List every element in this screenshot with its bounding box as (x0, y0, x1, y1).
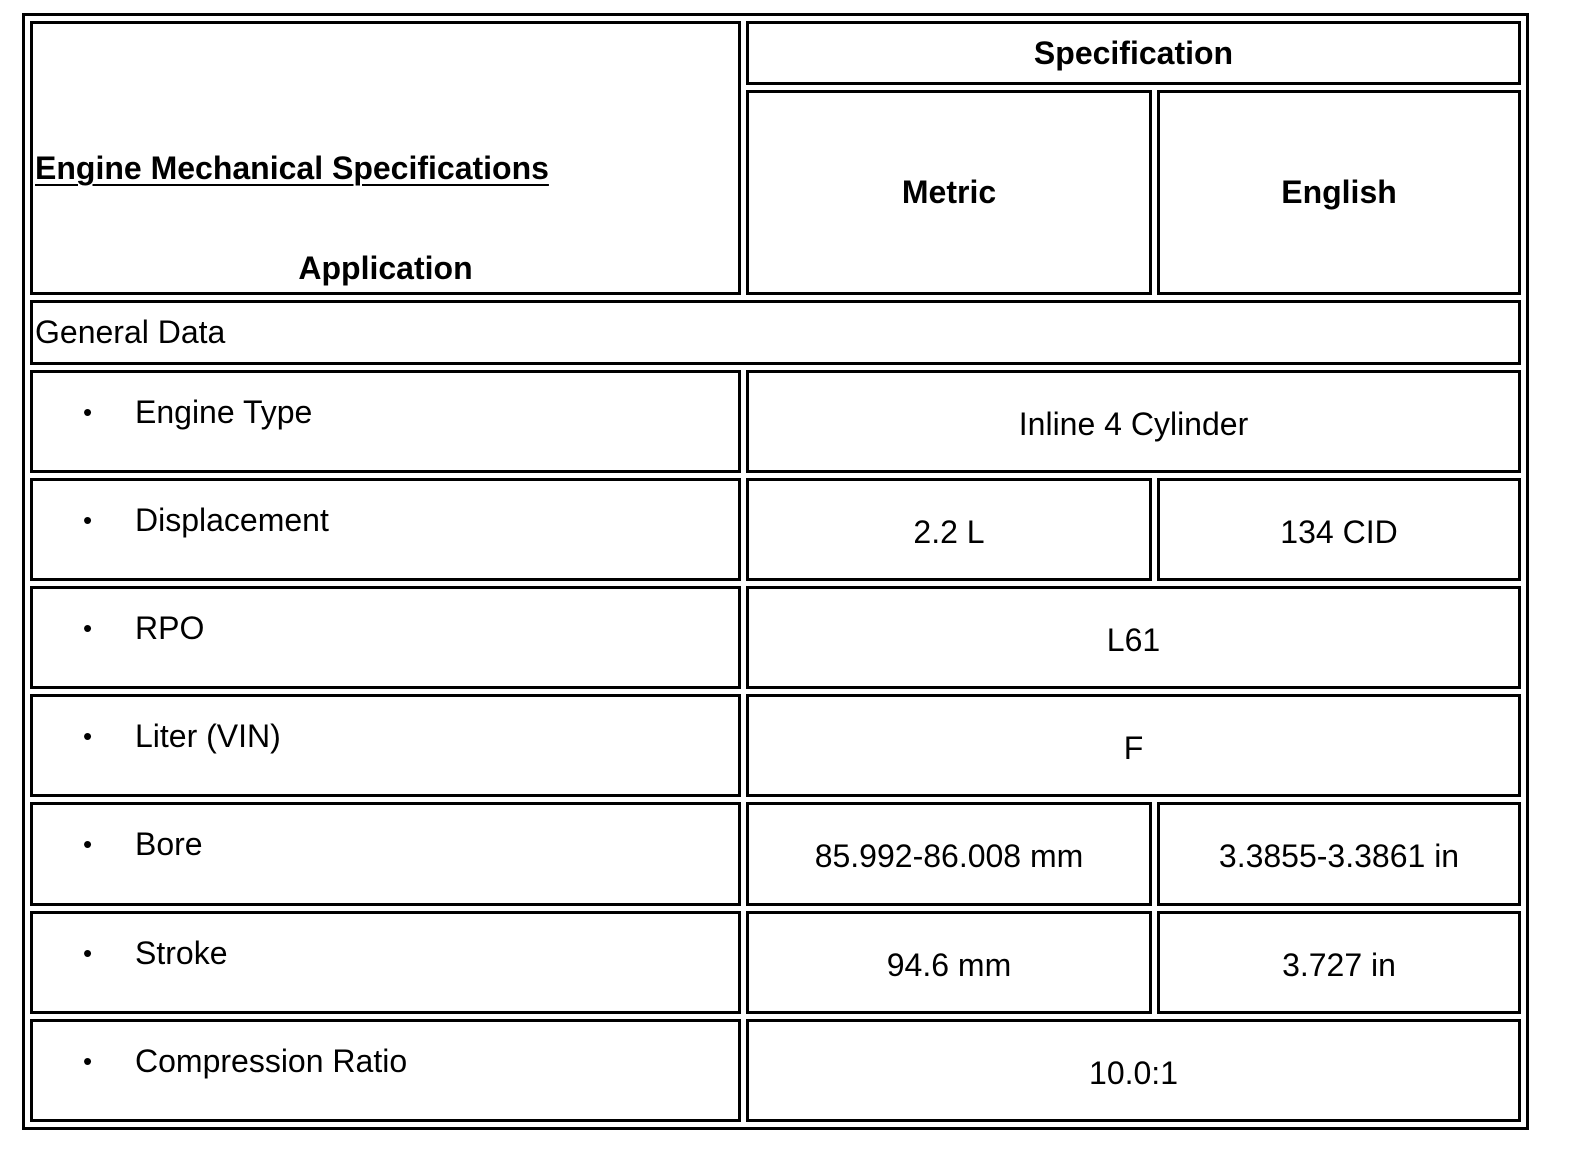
table-row (30, 694, 1521, 797)
table-row (30, 1019, 1521, 1122)
spec-value: L61 (746, 586, 1521, 689)
row-label: Engine Type (135, 393, 313, 430)
table-row (30, 586, 1521, 689)
row-label: Stroke (135, 934, 228, 971)
table-row (30, 370, 1521, 473)
row-label: Compression Ratio (135, 1042, 408, 1079)
bullet-icon: • (83, 721, 93, 752)
spec-value: 10.0:1 (746, 1019, 1521, 1122)
application-cell (30, 370, 741, 473)
bullet-icon: • (83, 504, 93, 535)
engine-specifications-table (22, 13, 1529, 1130)
table-row (30, 911, 1521, 1014)
specification-column-header: Specification (746, 21, 1521, 85)
english-column-header: English (1157, 90, 1521, 295)
row-label: Displacement (135, 501, 329, 538)
bullet-icon: • (83, 396, 93, 427)
application-cell (30, 694, 741, 797)
row-label: Liter (VIN) (135, 718, 281, 755)
bullet-icon: • (83, 829, 93, 860)
english-value: 3.3855-3.3861 in (1157, 802, 1521, 905)
application-cell (30, 478, 741, 581)
metric-value: 85.992-86.008 mm (746, 802, 1152, 905)
spec-value: Inline 4 Cylinder (746, 370, 1521, 473)
row-label: Bore (135, 826, 203, 863)
application-cell (30, 1019, 741, 1122)
metric-value: 2.2 L (746, 478, 1152, 581)
bullet-icon: • (83, 1045, 93, 1076)
application-cell (30, 586, 741, 689)
spec-value: F (746, 694, 1521, 797)
english-value: 134 CID (1157, 478, 1521, 581)
table-row (30, 478, 1521, 581)
page-title: Engine Mechanical Specifications (35, 150, 549, 186)
application-column-header: Application (298, 250, 473, 286)
application-cell (30, 911, 741, 1014)
metric-value: 94.6 mm (746, 911, 1152, 1014)
english-value: 3.727 in (1157, 911, 1521, 1014)
metric-column-header: Metric (746, 90, 1152, 295)
application-header-cell (30, 21, 741, 295)
bullet-icon: • (83, 612, 93, 643)
application-cell (30, 802, 741, 905)
bullet-icon: • (83, 937, 93, 968)
table-row (30, 802, 1521, 905)
section-heading-general-data: General Data (30, 300, 1521, 364)
row-label: RPO (135, 609, 205, 646)
